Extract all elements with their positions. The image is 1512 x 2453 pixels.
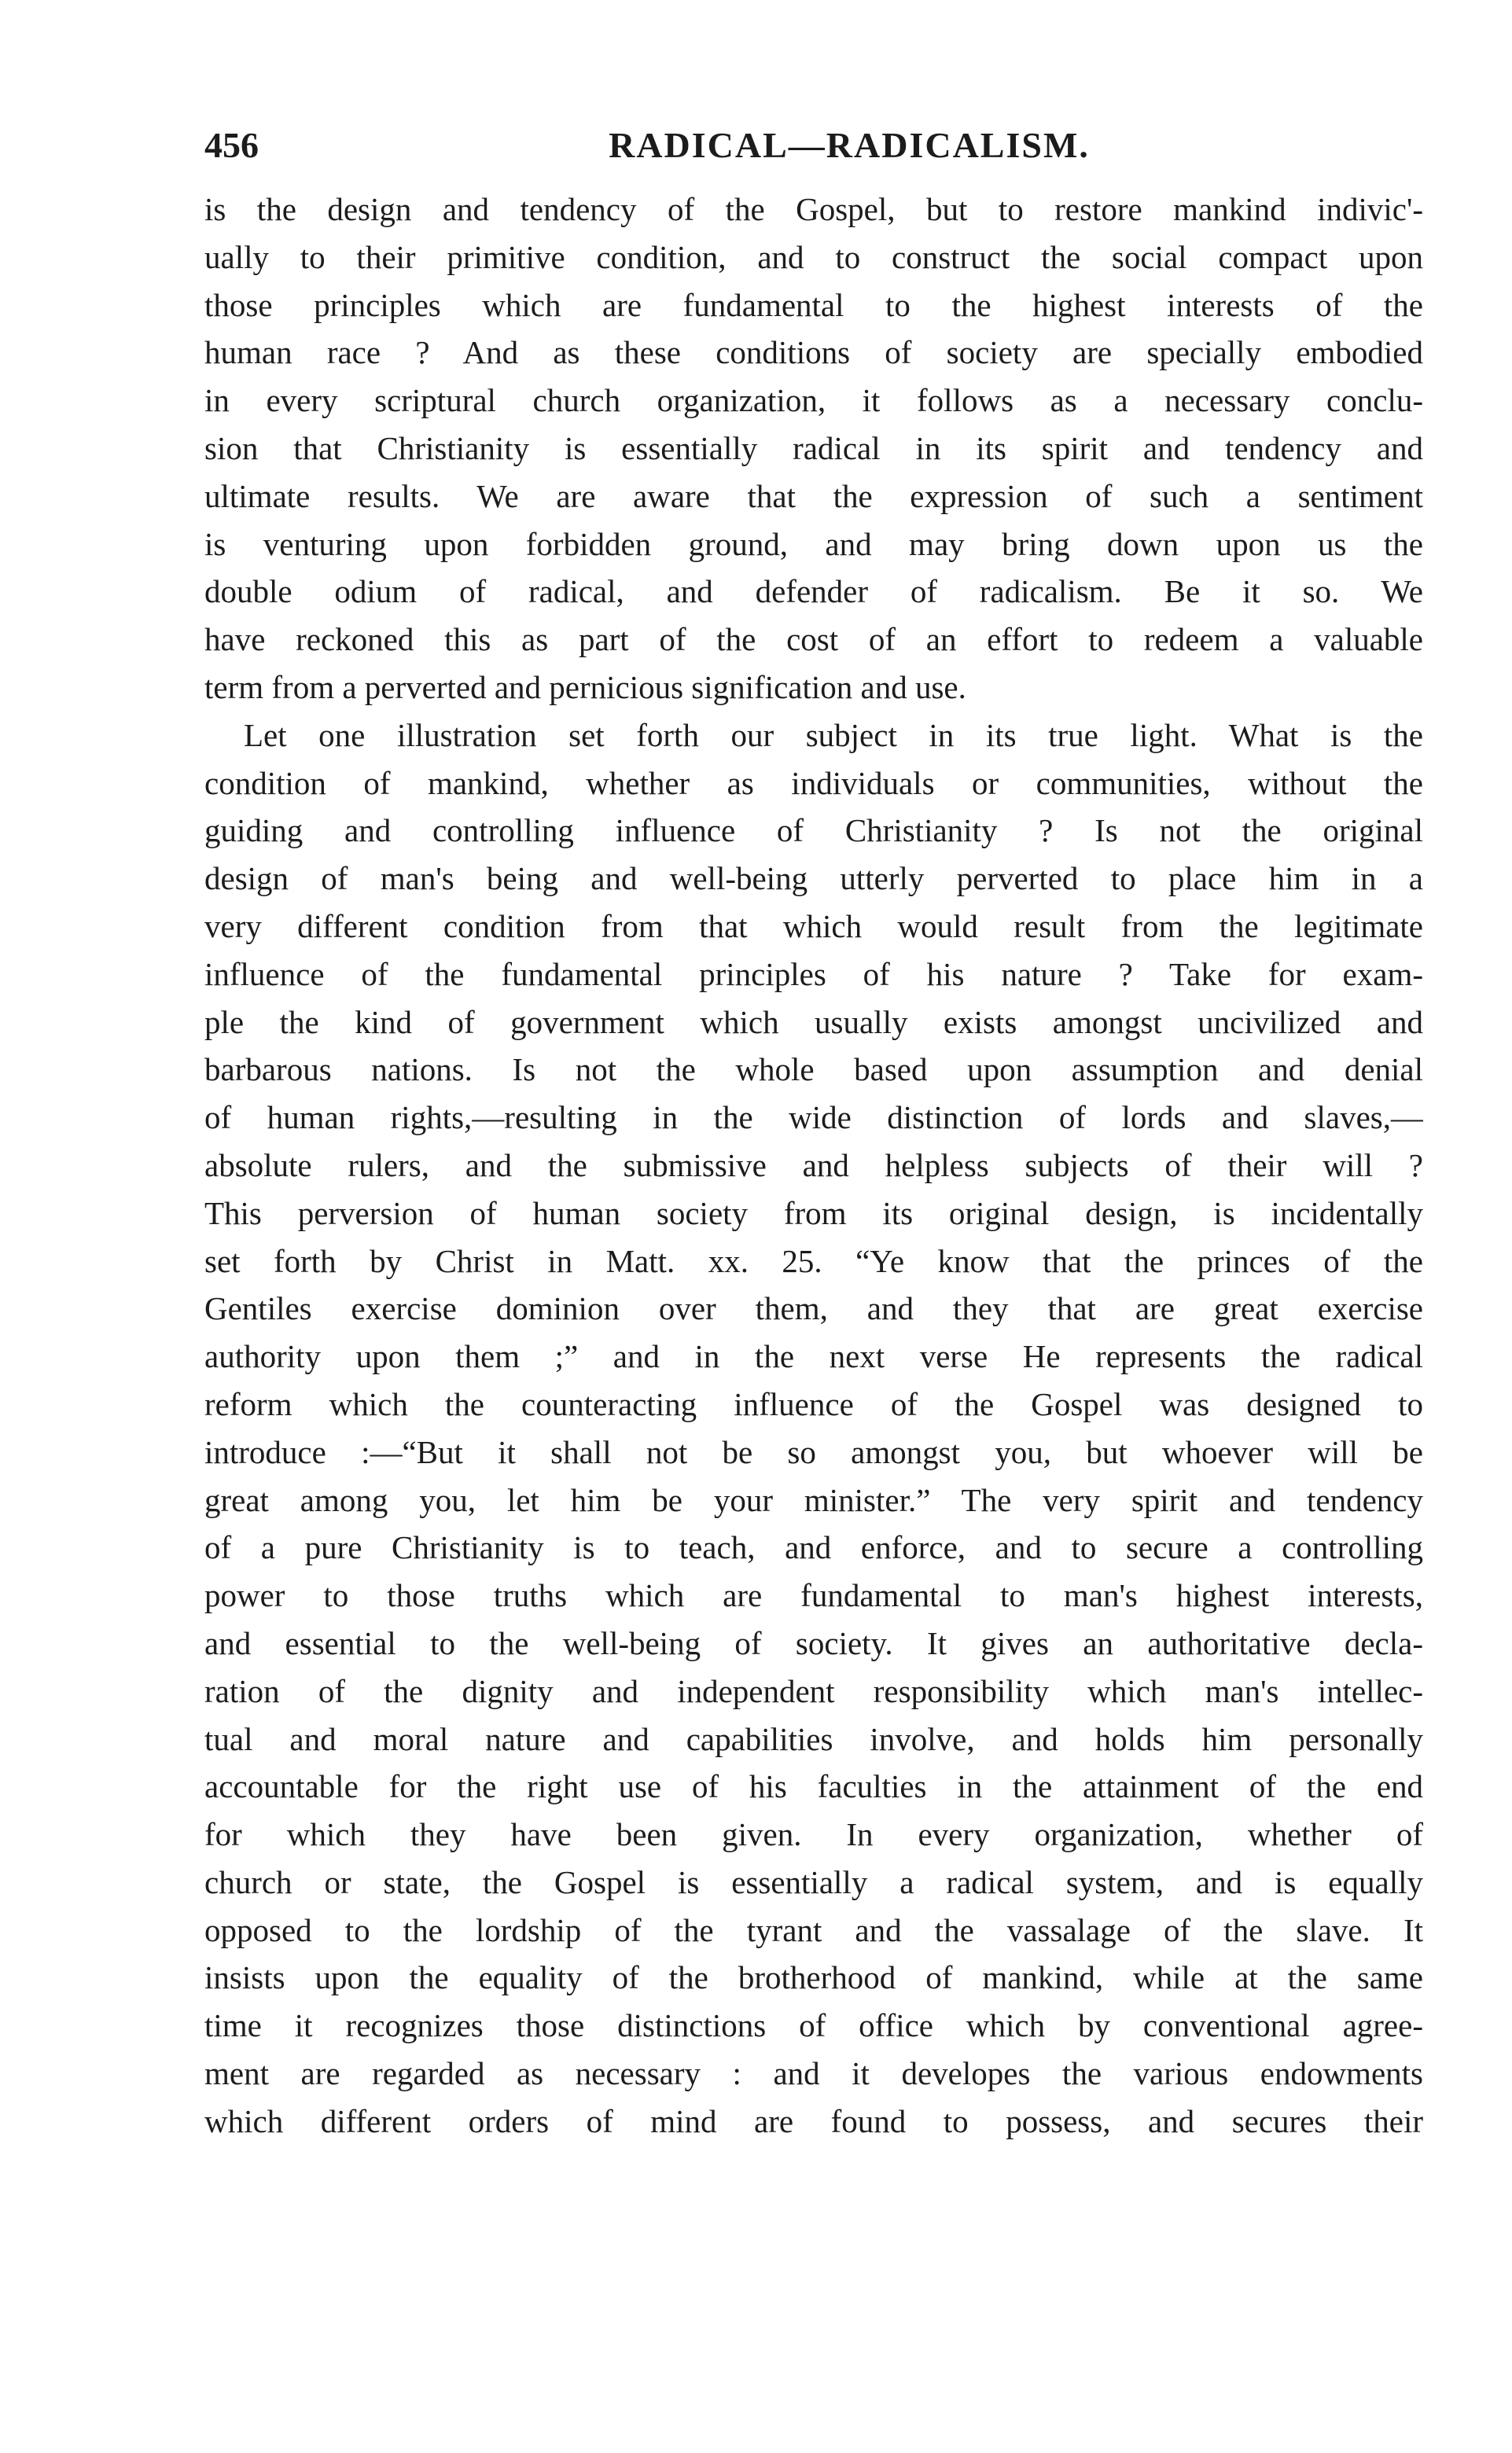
text-line: opposed to the lordship of the tyrant and the vassalage of the slave. It [204, 1911, 1423, 1948]
text-line: ple the kind of government which usually exists amongst uncivilized and [204, 1003, 1423, 1040]
text-line: human race ? And as these conditions of society are specially embodied [204, 334, 1423, 371]
text-line: church or state, the Gospel is essentially a radical system, and is equally [204, 1863, 1423, 1900]
text-line: and essential to the well-being of society. It gives an authoritative decla- [204, 1624, 1423, 1661]
text-line: of a pure Christianity is to teach, and enforce, and to secure a controlling [204, 1529, 1423, 1566]
text-line: This perversion of human society from its original design, is incidentally [204, 1194, 1423, 1231]
text-line: which different orders of mind are found to possess, and secures their [204, 2102, 1423, 2139]
text-line: Gentiles exercise dominion over them, and they that are great exercise [204, 1290, 1423, 1327]
text-line: ment are regarded as necessary : and it developes the various endowments [204, 2055, 1423, 2092]
text-line: of human rights,—resulting in the wide distinction of lords and slaves,— [204, 1099, 1423, 1136]
text-line: reform which the counteracting influence of the Gospel was designed to [204, 1385, 1423, 1422]
body-text [204, 186, 1423, 2146]
text-line: guiding and controlling influence of Christianity ? Is not the original [204, 812, 1423, 849]
text-line: time it recognizes those distinctions of office which by conventional agree- [204, 2007, 1423, 2044]
text-line: have reckoned this as part of the cost of an effort to redeem a valuable [204, 621, 1423, 658]
running-head: RADICAL—RADICALISM. [609, 125, 1090, 165]
page-header [204, 118, 1423, 173]
text-line: tual and moral nature and capabilities involve, and holds him personally [204, 1720, 1423, 1757]
text-line: term from a perverted and pernicious signification and use. [204, 668, 966, 705]
text-line: those principles which are fundamental to the highest interests of the [204, 286, 1423, 323]
text-line: very different condition from that which would result from the legitimate [204, 907, 1423, 944]
text-line: is the design and tendency of the Gospel, but to restore mankind indivic'- [204, 191, 1423, 227]
text-line: condition of mankind, whether as individuals or communities, without the [204, 764, 1423, 801]
text-line: is venturing upon forbidden ground, and may bring down upon us the [204, 525, 1423, 562]
text-line: Let one illustration set forth our subject in its true light. What is the [244, 716, 1423, 753]
text-line: ually to their primitive condition, and to construct the social compact upon [204, 238, 1423, 275]
text-line: set forth by Christ in Matt. xx. 25. “Ye know that the princes of the [204, 1242, 1423, 1279]
text-line: authority upon them ;” and in the next verse He represents the radical [204, 1338, 1423, 1375]
text-line: for which they have been given. In every organization, whether of [204, 1816, 1423, 1853]
text-line: ultimate results. We are aware that the expression of such a sentiment [204, 477, 1423, 514]
text-line: introduce :—“But it shall not be so amongst you, but whoever will be [204, 1433, 1423, 1470]
text-line: double odium of radical, and defender of radicalism. Be it so. We [204, 573, 1423, 610]
text-line: barbarous nations. Is not the whole based upon assumption and denial [204, 1051, 1423, 1088]
paragraph [204, 186, 1423, 712]
paragraph [204, 712, 1423, 2146]
text-line: absolute rulers, and the submissive and helpless subjects of their will ? [204, 1146, 1423, 1183]
text-line: ration of the dignity and independent responsibility which man's intellec- [204, 1672, 1423, 1709]
text-line: insists upon the equality of the brotherhood of mankind, while at the same [204, 1959, 1423, 1996]
text-line: power to those truths which are fundamental to man's highest interests, [204, 1577, 1423, 1614]
text-line: sion that Christianity is essentially radical in its spirit and tendency and [204, 429, 1423, 466]
text-line: influence of the fundamental principles of his nature ? Take for exam- [204, 955, 1423, 992]
text-line: design of man's being and well-being utterly perverted to place him in a [204, 860, 1423, 897]
book-page [204, 118, 1423, 2351]
page-number: 456 [204, 125, 259, 165]
text-line: accountable for the right use of his faculties in the attainment of the end [204, 1768, 1423, 1805]
text-line: in every scriptural church organization, it follows as a necessary conclu- [204, 382, 1423, 419]
text-line: great among you, let him be your minister.” The very spirit and tendency [204, 1481, 1423, 1518]
